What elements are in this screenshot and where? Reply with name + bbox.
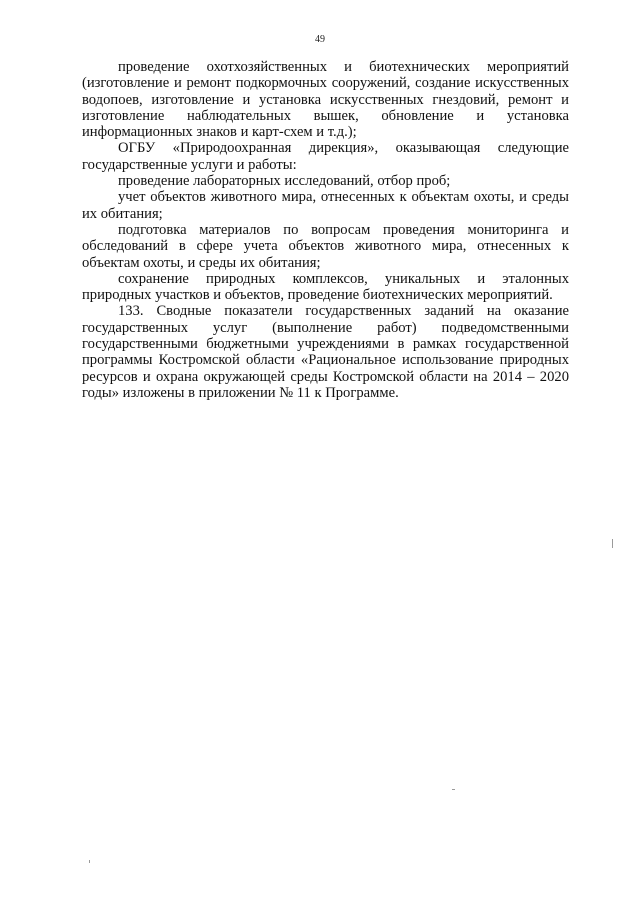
paragraph-nature-conservation: сохранение природных комплексов, уникальных и эталонных природных участков и объектов, проведение биотехнических мероприятий. <box>82 270 569 304</box>
scan-speck <box>89 860 90 863</box>
paragraph-lab-research: проведение лабораторных исследований, отбор проб; <box>118 173 451 190</box>
paragraph-ogbu-directorate: ОГБУ «Природоохранная дирекция», оказывающая следующие государственные услуги и работы: <box>82 140 569 173</box>
paragraph-monitoring-materials: подготовка материалов по вопросам проведения мониторинга и обследований в сфере учета объектов животного мира, отнесенных к объектам охоты, и среды их обитания; <box>82 221 569 271</box>
document-body <box>82 59 569 401</box>
page-number: 49 <box>315 34 325 45</box>
scan-speck <box>452 789 455 790</box>
scan-speck <box>612 539 613 548</box>
paragraph-hunting-measures: проведение охотхозяйственных и биотехнических мероприятий (изготовление и ремонт подкормочных сооружений, создание искусственных водопоев, изготовление и установка искусственных гнездовий, ремонт и изготовление наблюдательных вышек, обновление и установка информационных знаков и карт-схем и т.д.); <box>82 59 569 141</box>
paragraph-wildlife-census: учет объектов животного мира, отнесенных к объектам охоты, и среды их обитания; <box>82 189 569 222</box>
paragraph-section-133: 133. Сводные показатели государственных заданий на оказание государственных услуг (выполнение работ) подведомственными государственными бюджетными учреждениями в рамках государственной программы Костромской области «Рациональное использование природных ресурсов и охрана окружающей среды Костромской области на 2014 – 2020 годы» изложены в приложении № 11 к Программе. <box>82 303 569 401</box>
